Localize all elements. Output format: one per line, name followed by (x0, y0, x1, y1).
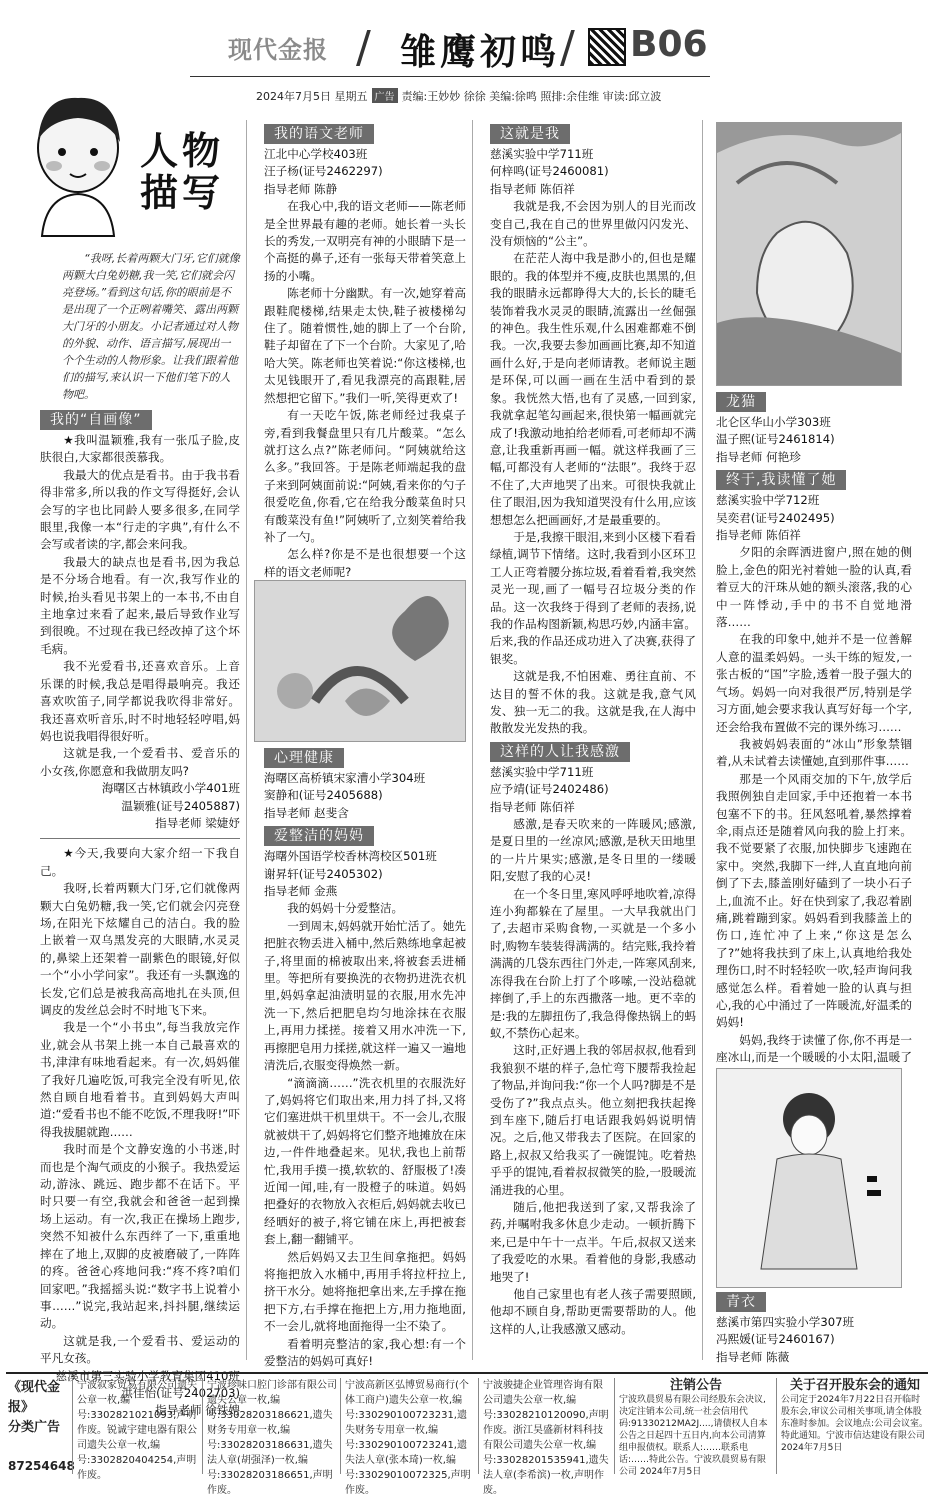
author-teacher: 指导老师 陈佰祥 (716, 528, 801, 543)
masthead (0, 0, 934, 84)
paragraph: “滴滴滴……”洗衣机里的衣服洗好了,妈妈将它们取出来,用力抖了抖,又将它们塞进烘干机里烘干。不一会儿,衣服就被烘干了,妈妈将它们整齐地摊放在床边,一件件地叠起来。见状,我也上前帮忙,我用手摸一摸,软软的、舒服极了!凑近闻一闻,哇,有一股橙子的味道。妈妈把叠好的衣物放入衣柜后,妈妈就去收已经晒好的被子,将它铺在床上,再把被套套上,翻一翻铺平。 (264, 1075, 466, 1247)
author-name: 谢昇轩(证号2405302) (264, 866, 383, 881)
classified-ad: 宁波叙家贸易有限公司遗失公章一枚,编号:3302821021093,声明作废。锐诚宇建电器有限公司遗失公章一枚,编号:3302820404254,声明作废。 (72, 1378, 199, 1474)
classified-label-ads: 分类广告 (8, 1420, 61, 1435)
column-4-bottom (716, 1288, 912, 1368)
author-teacher: 指导老师 梁婕妤 (155, 815, 240, 830)
classified-ad: 宁波骏捷企业管理咨询有限公司遗失公章一枚,编号:33028210120090,声明作废。浙江昊盛新材料科技有限公司遗失公章一枚,编号:33028201535941,遗失法人章(李希滨)一枚,声明作废。 (478, 1378, 611, 1474)
classified-ads-strip (6, 1372, 929, 1496)
article-heading: 这就是我 (490, 124, 570, 144)
paragraph: 我最大的优点是看书。由于我书看得非常多,所以我的作文写得挺好,会认会写的字也比同龄人要多很多,在同学眼里,我像一本“行走的字典”,有什么不会写或者读的字,都会来问我。 (40, 467, 240, 552)
author-name: 汪子杨(证号2462297) (264, 164, 383, 179)
paragraph: 我呀,长着两颗大门牙,它们就像两颗大白兔奶糖,我一笑,它们就会闪亮登场,在阳光下炫耀自己的洁白。我的脸上嵌着一双乌黑发亮的大眼睛,水灵灵的,鼻梁上还架着一副紫色的眼镜,好似一个“小小学问家”。我还有一头飘逸的长发,它们总是被我高高地扎在头顶,但调皮的发丝总会时不时地飞下来。 (40, 881, 240, 1017)
paragraph: 他自己家里也有老人孩子需要照顾,他却不顾自身,帮助更需要帮助的人。他这样的人,让我感激又感动。 (490, 1287, 696, 1336)
author-school: 海曙区高桥镇宋家漕小学304班 (264, 771, 426, 785)
column-4-top (716, 388, 912, 1064)
author-teacher: 指导老师 陈静 (264, 181, 338, 196)
paragraph: 这时,正好遇上我的邻居叔叔,他看到我狼狈不堪的样子,急忙弯下腰帮我捡起了物品,并询问我:“你一个人吗?脚是不是受伤了?”我点点头。他立刻把我扶起搀到车座下,随后打电话跟我妈妈说明情况。之后,他又带我去了医院。在回家的路上,叔叔又给我买了一碗馄饨。吃着热乎乎的馄饨,看着叔叔微笑的脸,一股暖流涌进我的心里。 (490, 1043, 696, 1197)
classified-label (8, 1378, 75, 1476)
column-divider (702, 120, 703, 1360)
column-divider (472, 120, 473, 1360)
feature-title (140, 130, 224, 214)
column-3 (490, 120, 696, 1366)
picture-caption: 青衣 (716, 1292, 766, 1312)
masthead-slash: / (356, 22, 371, 73)
paragraph: 我不光爱看书,还喜欢音乐。上音乐课的时候,我总是唱得最响亮。我还喜欢吹笛子,同学都说我吹得非常好。我还喜欢听音乐,时不时地轻轻哼唱,妈妈也说我唱得很好听。 (40, 659, 240, 743)
author-name: 洪佳怡(证号2402703) (121, 1385, 240, 1400)
paragraph: 在我的印象中,她并不是一位善解人意的温柔妈妈。一头干练的短发,一张古板的“国”字脸,透着一股子强大的气场。妈妈一向对我很严厉,特别是学习方面,她会要求我认真写好每一个字,还会给我布置做不完的课外练习…… (716, 632, 912, 734)
paragraph: 我时而是个文静安逸的小书迷,时而也是个淘气顽皮的小猴子。我热爱运动,游泳、跳远、跑步都不在话下。平时只要一有空,我就会和爸爸一起到操场上运动。有一次,我正在操场上跑步,突然不知被什么东西绊了一下,重重地摔在了地上,双脚的皮被磨破了,一阵阵的疼。爸爸心疼地问我:“疼不疼?咱们回家吧。”我摇摇头说:“数字书上说着小事……”说完,我站起来,抖抖腿,继续运动。 (40, 1142, 240, 1331)
paragraph: 一到周末,妈妈就开始忙活了。她先把脏衣物丢进入桶中,然后熟练地拿起被子,将里面的棉被取出来,将被套丢进桶里。等把所有要换洗的衣物扔进洗衣机里,妈妈拿起油渍明显的衣服,用水先冲洗一下,然后把肥皂均匀地涂抹在衣服上,再用力揉搓。接着又用水冲洗一下,再擦肥皂用力揉搓,就这样一遍又一遍地清洗后,衣服变得焕然一新。 (264, 918, 466, 1073)
paragraph: 我被妈妈表面的“冰山”形象禁锢着,从未试着去读懂她,直到那件事…… (716, 736, 912, 769)
qingyi-drawing (716, 1068, 902, 1288)
author-name: 温子熙(证号2461814) (716, 432, 835, 447)
article-heading: 这样的人让我感激 (490, 742, 630, 762)
article-heading: 终于,我读懂了她 (716, 470, 846, 490)
paragraph: 我是一个“小书虫”,每当我放完作业,就会从书架上挑一本自己最喜欢的书,津津有味地看起来。有一次,妈妈催了我好几遍吃饭,可我完全没有听见,依然自顾自地看着书。直到妈妈大声叫道:“爱看书也不能不吃饭,不理我呀!”吓得我拔腿就跑…… (40, 1020, 240, 1139)
masthead-divider (190, 76, 710, 77)
paragraph: 陈老师十分幽默。有一次,她穿着高跟鞋爬楼梯,结果走太快,鞋子被楼梯勾住了。随着惯性,她的脚上了一个台阶,鞋子却留在了下一个台阶。大家见了,哈哈大笑。陈老师也笑着说:“你这楼梯,也太见钱眼开了,看见我漂亮的高跟鞋,居然想把它留下。”我们一听,笑得更欢了! (264, 286, 466, 405)
author-name: 何梓鸣(证号2460081) (490, 164, 609, 179)
author-teacher: 指导老师 赵斐含 (264, 805, 349, 820)
feature-title-line2: 描写 (140, 171, 225, 215)
paragraph: 在我心中,我的语文老师——陈老师是全世界最有趣的老师。她长着一头长长的秀发,一双明亮有神的小眼睛下是一个高挺的鼻子,还有一张每天带着笑意上扬的小嘴。 (264, 199, 466, 283)
author-name: 温颖雅(证号2405887) (121, 798, 240, 813)
picture-caption: 心理健康 (264, 748, 344, 768)
author-name: 窦静和(证号2405688) (264, 788, 383, 803)
paragraph: 这就是我,不怕困难、勇往直前、不达目的誓不休的我。这就是我,意气风发、独一无二的我。这就是我,在人海中散散发光发热的我。 (490, 669, 696, 736)
author-name: 吴奕君(证号2402495) (716, 510, 835, 525)
author-school: 慈溪实验中学711班 (490, 764, 594, 779)
author-teacher: 指导老师 陈佰祥 (490, 181, 575, 196)
ad-tag: 广告 (372, 88, 398, 103)
classified-phone: 87254648 (8, 1459, 75, 1473)
date: 2024年7月5日 星期五 (256, 90, 368, 103)
page-title: 雏鹰初鸣 (400, 32, 561, 73)
article-heading: 我的语文老师 (264, 124, 374, 144)
paragraph: 随后,他把我送到了家,又帮我涂了药,并嘱咐我多休息少走动。一顿折腾下来,已是中午十一点半。午后,叔叔又送来了我爱吃的水果。看着他的身影,我感动地哭了! (490, 1199, 696, 1284)
paragraph: 这就是我,一个爱看书、爱运动的平凡女孩。 (40, 1333, 240, 1366)
paragraph: 怎么样?你是不是也很想要一个这样的语文老师呢? (264, 547, 466, 579)
paragraph: ★今天,我要向大家介绍一下我自己。 (40, 846, 240, 878)
paragraph: 感激,是春天吹来的一阵暖风;感激,是夏日里的一丝凉风;感激,是秋天田地里的一片片果实;感激,是冬日里的一缕暖阳,安慰了我的心灵! (490, 817, 696, 884)
paragraph: 我的妈妈十分爱整洁。 (287, 901, 404, 916)
totoro-drawing (716, 122, 902, 386)
feature-title-line1: 人物 (140, 129, 225, 173)
author-teacher: 指导老师 何艳珍 (716, 449, 801, 464)
paragraph: 看着明亮整洁的家,我心想:有一个爱整洁的妈妈可真好! (264, 1336, 466, 1368)
dateline (256, 88, 661, 104)
shareholder-meeting-notice (776, 1378, 929, 1474)
paragraph: 我最大的缺点也是看书,因为我总是不分场合地看。有一次,我写作业的时候,抬头看见书架上的一本书,不由自主地拿过来看了起来,最后导致作业写到很晚。不过现在我已经改掉了这个坏毛病。 (40, 554, 240, 656)
column-2-bottom (264, 744, 466, 1368)
boy-portrait-illustration (22, 86, 134, 236)
column-divider (246, 120, 247, 1360)
staff-credits: 责编:王妙妙 徐徐 美编:徐鸣 照排:余佳维 审读:邱立波 (401, 90, 662, 103)
article-heading: 爱整洁的妈妈 (264, 826, 374, 846)
page-number: B06 (630, 24, 708, 65)
author-school: 慈溪实验中学712班 (716, 493, 820, 508)
feature-intro (62, 250, 240, 403)
paragraph: 我就是我,不会因为别人的目光而改变自己,我在自己的世界里做闪闪发光、没有烦恼的“公主”。 (490, 199, 696, 249)
paragraph: 有一天吃午饭,陈老师经过我桌子旁,看到我餐盘里只有几片酸菜。“怎么就打这么点?”陈老师问。“阿姨就给这么多。”我回答。于是陈老师端起我的盘子来到阿姨面前说:“阿姨,看来你的勺子很爱吃鱼,你看,它在给我分酸菜鱼时只有酸菜没有鱼!”阿姨听了,立刻笑着给我补了一勺。 (264, 408, 466, 544)
paragraph: 然后妈妈又去卫生间拿拖把。妈妈将拖把放入水桶中,再用手将拉杆拉上,挤干水分。她将拖把拿出来,左手撑在拖把下方,右手撑在拖把上方,用力拖地面,不一会儿,就将地面拖得一尘不染了。 (264, 1249, 466, 1334)
author-school: 慈溪市第三实验小学教育集团410班 (55, 1368, 240, 1383)
notice-title: 注销公告 (669, 1378, 722, 1393)
mental-health-drawing (254, 580, 466, 742)
notice-title: 关于召开股东会的通知 (789, 1378, 920, 1393)
notice-body: 公司定于2024年7月22日召开临时股东会,审议公司相关事项,请全体股东准时参加。会议地点:公司会议室。特此通知。宁波市信达建设有限公司 2024年7月5日 (781, 1395, 929, 1453)
paragraph: 在一个冬日里,寒风呼呼地吹着,凉得连小狗都躲在了屋里。一大早我就出门了,去超市采购食物,一买就是一个多小时,购物车装装得满满的。结完账,我拎着满满的几袋东西往门外走,一阵寒风刮来,冻得我在台阶上打了个哆嗦,一没站稳就摔倒了,手上的东西撒落一地。更不幸的是:我的左脚扭伤了,我急得像热锅上的蚂蚁,不禁伤心起来。 (490, 886, 696, 1040)
classified-ad: 宁波珍味口腔门诊部有限公司遗失公章一枚,编号:33028203186621,遗失财务专用章一枚,编号:33028203186631,遗失法人章(胡强泽)一枚,编号:33028203186651,声明作废。 (202, 1378, 337, 1474)
paragraph: 在茫茫人海中我是渺小的,但也是耀眼的。我的体型并不瘦,皮肤也黑黑的,但我的眼睛永远都睁得大大的,长长的睫毛装饰着我水灵灵的眼睛,流露出一丝倔强的神色。我生性乐观,什么困难都难不倒我。一次,我要去参加画画比赛,却不知道画什么好,于是向老师请教。老师说主题是环保,可以画一画在生活中看到的景象。我恍然大悟,也有了灵感,一回到家,我就拿起笔勾画起来,很快第一幅画就完成了!我激动地拍给老师看,可老师却不满意,让我重新再画一幅。就这样我画了三幅,可都没有人老师的“法眼”。我终于忍不住了,大声地哭了出来。可很快我就止住了眼泪,因为我知道哭没有什么用,应该想想怎么把画画好,才是最重要的。 (490, 251, 696, 527)
article-divider (40, 838, 240, 839)
feature-intro-text: “我呀,长着两颗大门牙,它们就像两颗大白兔奶糖,我一笑,它们就会闪亮登场。”看到这句话,你的眼前是不是出现了一个正咧着嘴笑、露出两颗大门牙的小朋友。小记者通过对人物的外貌、动作、语言描写,展现出一个个生动的人物形象。让我们跟着他们的描写,来认识一下他们笔下的人物吧。 (62, 252, 240, 401)
article-heading: 我的“自画像” (40, 410, 152, 430)
picture-caption: 龙猫 (716, 392, 766, 412)
paragraph: 这就是我,一个爱看书、爱音乐的小女孩,你愿意和我做朋友吗? (40, 746, 240, 778)
paragraph: 那是一个风雨交加的下午,放学后我照例独自走回家,手中还抱着一本书包塞不下的书。狂风怒吼着,暴然撑着伞,雨点还是随着风向我的脸上打来。我不觉要紧了衣服,加快脚步飞速跑在家中。突然,我脚下一绊,人直直地向前倒了下去,膝盖刚好磕到了一块小石子上,血流不止。好在快到家了,我忍着剧痛,跳着蹦到家。妈妈看到我膝盖上的伤口,连忙冲了上来,“你这是怎么了?”她将我扶到了床上,认真地给我处理伤口,时不时轻轻吹一吹,轻声询问我感觉怎么样。看着她一脸的认真与担心,我的心中涌过了一阵暖流,好温柔的妈妈! (716, 771, 912, 1030)
column-1 (40, 406, 240, 1418)
author-school: 慈溪市第四实验小学307班 (716, 1315, 855, 1329)
masthead-slash: / (560, 22, 575, 73)
newspaper-brand: 现代金报 (228, 36, 328, 64)
classified-label-paper: 《现代金报》 (8, 1380, 61, 1415)
author-name: 应予靖(证号2402486) (490, 782, 609, 797)
paragraph: 夕阳的余晖洒进窗户,照在她的侧脸上,金色的阳光衬着她一脸的认真,看着豆大的汗珠从她的额头滚落,我的心中一阵悸动,手中的书不自觉地滑落…… (716, 545, 912, 630)
author-school: 慈溪实验中学711班 (490, 147, 594, 161)
author-school: 江北中心学校403班 (264, 147, 368, 161)
paragraph: 妈妈,我终于读懂了你,你不再是一座冰山,而是一个暖暖的小太阳,温暖了 (716, 1032, 912, 1065)
qr-code-icon (588, 28, 626, 66)
author-school: 海曙区古林镇政小学401班 (101, 781, 240, 796)
author-teacher: 指导老师 陈薇 (716, 1349, 790, 1364)
column-2-top (264, 120, 466, 579)
author-teacher: 指导老师 金燕 (264, 884, 338, 899)
author-school: 海曙外国语学校香林湾校区501班 (264, 849, 437, 864)
author-teacher: 指导老师 徐铁娉 (155, 1403, 240, 1418)
author-name: 冯熙媛(证号2460167) (716, 1332, 835, 1347)
cancellation-notice (614, 1378, 773, 1477)
author-teacher: 指导老师 陈佰祥 (490, 799, 575, 814)
paragraph: ★我叫温颖雅,我有一张瓜子脸,皮肤很白,大家都很羡慕我。 (40, 433, 240, 465)
classified-ad: 宁波高新区弘博贸易商行(个体工商户)遗失公章一枚,编号:330290100723231,遗失财务专用章一枚,编号:330290100723241,遗失法人章(张本琦)一枚,编号:33029010072325,声明作废。 (340, 1378, 475, 1474)
author-school: 北仑区华山小学303班 (716, 415, 831, 429)
paragraph: 于是,我擦干眼泪,来到小区楼下看看绿植,调节下情绪。这时,我看到小区环卫工人正弯着腰分拣垃圾,看着看着,我突然灵光一现,画了一幅号召垃圾分类的作品。这一次我终于得到了老师的表扬,说我的作品构图新颖,构思巧妙,内涵丰富。后来,我的作品还成功进入了决赛,获得了银奖。 (490, 529, 696, 666)
notice-body: 宁波玖晨贸易有限公司经股东会决议,决定注销本公司,统一社会信用代码:91330212MA2J....,请债权人自本公告之日起四十五日内,向本公司清算组申报债权。联系人:……联系电话:……特此公告。宁波玖晨贸易有限公司 2024年7月5日 (619, 1395, 768, 1477)
